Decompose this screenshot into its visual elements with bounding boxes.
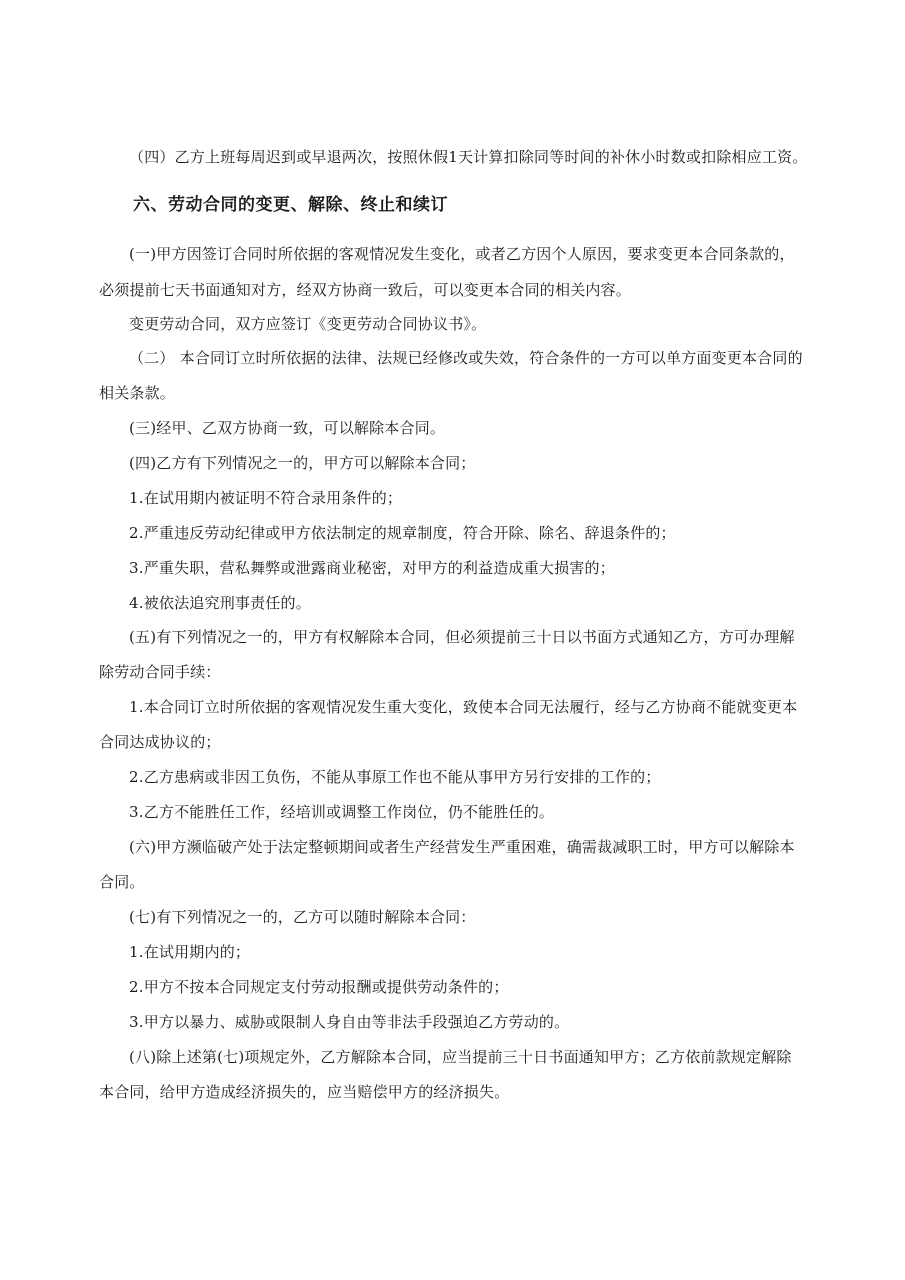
clause-2-line-1: （二） 本合同订立时所依据的法律、法规已经修改或失效，符合条件的一方可以单方面变更本合同的 [129, 349, 803, 367]
clause-6-line-2: 合同。 [99, 873, 145, 891]
clause-2-line-2: 相关条款。 [99, 384, 176, 402]
clause-7-item-2: 2.甲方不按本合同规定支付劳动报酬或提供劳动条件的； [129, 978, 509, 996]
clause-5-item-3: 3.乙方不能胜任工作，经培训或调整工作岗位，仍不能胜任的。 [129, 803, 555, 821]
clause-6-line-1: (六)甲方濒临破产处于法定整顿期间或者生产经营发生严重困难，确需裁减职工时，甲方可以解除本 [129, 838, 795, 856]
clause-4-item-1: 1.在试用期内被证明不符合录用条件的； [129, 489, 403, 507]
paragraph-4-late-deduction: （四）乙方上班每周迟到或早退两次，按照休假1天计算扣除同等时间的补休小时数或扣除相应工资。 [129, 148, 808, 166]
clause-8-line-1: (八)除上述第(七)项规定外，乙方解除本合同，应当提前三十日书面通知甲方；乙方依前款规定解除 [129, 1048, 792, 1066]
clause-7-intro: (七)有下列情况之一的，乙方可以随时解除本合同： [129, 908, 476, 926]
clause-4-item-3: 3.严重失职，营私舞弊或泄露商业秘密，对甲方的利益造成重大损害的； [129, 559, 615, 577]
clause-5-item-1-line-2: 合同达成协议的； [99, 733, 221, 751]
clause-7-item-1: 1.在试用期内的； [129, 943, 251, 961]
clause-4-item-4: 4.被依法追究刑事责任的。 [129, 594, 311, 612]
clause-1-line-3: 变更劳动合同，双方应签订《变更劳动合同协议书》。 [129, 315, 487, 333]
clause-5-item-2: 2.乙方患病或非因工负伤，不能从事原工作也不能从事甲方另行安排的工作的； [129, 768, 661, 786]
clause-5-item-1-line-1: 1.本合同订立时所依据的客观情况发生重大变化，致使本合同无法履行，经与乙方协商不能就变更本 [129, 698, 798, 716]
clause-4-intro: (四)乙方有下列情况之一的，甲方可以解除本合同； [129, 454, 476, 472]
clause-1-line-1: (一)甲方因签订合同时所依据的客观情况发生变化，或者乙方因个人原因，要求变更本合同条款的， [129, 245, 795, 263]
section-heading: 六、劳动合同的变更、解除、终止和续订 [133, 195, 448, 215]
clause-5-line-2: 除劳动合同手续： [99, 663, 221, 681]
clause-7-item-3: 3.甲方以暴力、威胁或限制人身自由等非法手段强迫乙方劳动的。 [129, 1013, 570, 1031]
clause-1-line-2: 必须提前七天书面通知对方，经双方协商一致后，可以变更本合同的相关内容。 [99, 281, 632, 299]
clause-5-line-1: (五)有下列情况之一的，甲方有权解除本合同，但必须提前三十日以书面方式通知乙方，方可办理解 [129, 628, 795, 646]
clause-8-line-2: 本合同，给甲方造成经济损失的，应当赔偿甲方的经济损失。 [99, 1083, 510, 1101]
clause-4-item-2: 2.严重违反劳动纪律或甲方依法制定的规章制度，符合开除、除名、辞退条件的； [129, 524, 676, 542]
clause-3: (三)经甲、乙双方协商一致，可以解除本合同。 [129, 419, 446, 437]
